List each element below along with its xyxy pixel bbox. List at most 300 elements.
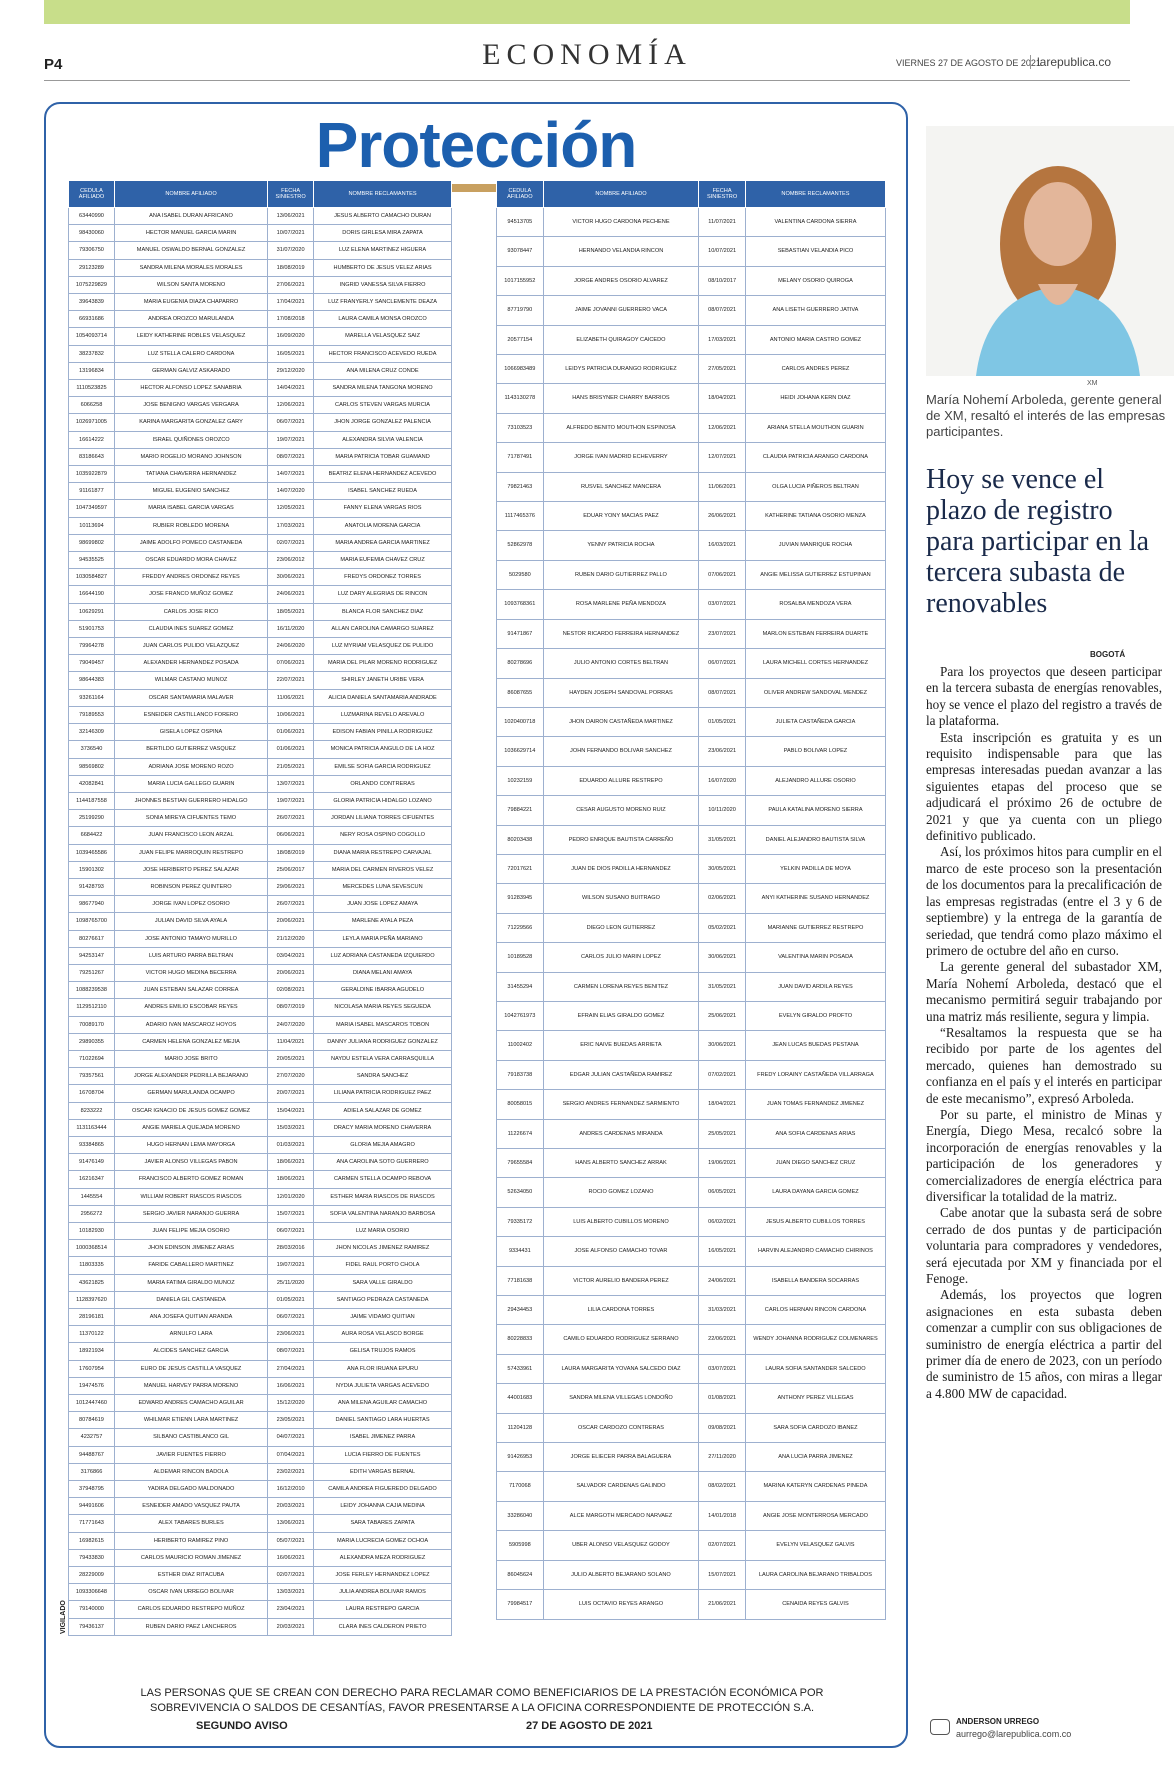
fecha-cell: 11/06/2021	[699, 472, 746, 501]
reclamante-cell: MONICA PATRICIA ANGULO DE LA HOZ	[314, 741, 452, 758]
reclamante-cell: NYDIA JULIETA VARGAS ACEVEDO	[314, 1377, 452, 1394]
cedula-cell: 70089170	[69, 1016, 115, 1033]
table-row	[69, 1326, 452, 1343]
reclamante-cell: DANIEL ALEJANDRO BAUTISTA SILVA	[745, 825, 885, 854]
afiliado-cell: SANDRA MILENA VILLEGAS LONDOÑO	[543, 1384, 699, 1413]
reclamante-cell: LUZ ADRIANA CASTANEDA IZQUIERDO	[314, 947, 452, 964]
afiliado-cell: CAMILO EDUARDO RODRIGUEZ SERRANO	[543, 1325, 699, 1354]
afiliado-cell: LUZ STELLA CALERO CARDONA	[114, 345, 267, 362]
fecha-cell: 08/02/2021	[699, 1472, 746, 1501]
cedula-cell: 87719790	[497, 296, 544, 325]
reclamante-cell: LAURA RESTREPO GARCIA	[314, 1601, 452, 1618]
reclamante-cell: LAURA DAYANA GARCIA GOMEZ	[745, 1178, 885, 1207]
afiliado-cell: ARNULFO LARA	[114, 1326, 267, 1343]
fecha-cell: 15/03/2021	[268, 1119, 314, 1136]
reclamante-cell: EVELYN GIRALDO PROFTO	[745, 1001, 885, 1030]
reclamante-cell: NAYDU ESTELA VERA CARRASQUILLA	[314, 1050, 452, 1067]
fecha-cell: 29/12/2020	[268, 362, 314, 379]
afiliado-cell: UBER ALONSO VELASQUEZ GODOY	[543, 1531, 699, 1560]
author-email[interactable]: aurrego@larepublica.com.co	[956, 1729, 1072, 1739]
table-row	[69, 1016, 452, 1033]
fecha-cell: 09/08/2021	[699, 1413, 746, 1442]
afiliado-cell: ANDRES CARDENAS MIRANDA	[543, 1119, 699, 1148]
portrait-photo	[926, 126, 1174, 376]
afiliado-cell: JOSE HERIBERTO PEREZ SALAZAR	[114, 861, 267, 878]
cedula-cell: 80228833	[497, 1325, 544, 1354]
fecha-cell: 20/06/2021	[268, 913, 314, 930]
table-row	[69, 1481, 452, 1498]
cedula-cell: 80203438	[497, 825, 544, 854]
fecha-cell: 03/07/2021	[699, 590, 746, 619]
cedula-cell: 79357561	[69, 1068, 115, 1085]
afiliado-cell: CARMEN HELENA GONZALEZ MEJIA	[114, 1033, 267, 1050]
afiliado-cell: MARIA EUGENIA DIAZA CHAPARRO	[114, 294, 267, 311]
article-paragraph: Cabe anotar que la subasta será de sobre cerrado de dos puntas y de participación voluntaria para compradores y vendedores, será ejecutada por XM y financiada por el Fenoge.	[926, 1205, 1162, 1287]
fecha-cell: 11/07/2021	[699, 208, 746, 237]
reclamante-cell: ANTONIO MARIA CASTRO GOMEZ	[745, 325, 885, 354]
reclamante-cell: ANTHONY PEREZ VILLEGAS	[745, 1384, 885, 1413]
reclamante-cell: LAURA MICHELL CORTES HERNANDEZ	[745, 649, 885, 678]
table-row	[497, 737, 886, 766]
fecha-cell: 01/03/2021	[268, 1136, 314, 1153]
cedula-cell: 11002402	[497, 1031, 544, 1060]
article-paragraph: La gerente general del subastador XM, María Nohemí Arboleda, destacó que el mecanismo permitirá seguir trabajando por una matriz más resiliente, segura y limpia.	[926, 959, 1162, 1024]
cedula-cell: 98644383	[69, 672, 115, 689]
cedula-cell: 91426953	[497, 1443, 544, 1472]
cedula-cell: 31455294	[497, 972, 544, 1001]
reclamante-cell: AURA ROSA VELASCO BORGE	[314, 1326, 452, 1343]
cedula-cell: 79251267	[69, 964, 115, 981]
fecha-cell: 10/07/2021	[268, 225, 314, 242]
fecha-cell: 26/07/2021	[268, 810, 314, 827]
cedula-cell: 4232757	[69, 1429, 115, 1446]
reclamante-cell: CLARA INES CALDERON PRIETO	[314, 1618, 452, 1635]
table-row	[497, 943, 886, 972]
cedula-cell: 13196834	[69, 362, 115, 379]
afiliado-cell: ALEXANDER HERNANDEZ POSADA	[114, 655, 267, 672]
afiliado-cell: CARLOS JULIO MARIN LOPEZ	[543, 943, 699, 972]
table-row	[497, 1119, 886, 1148]
vigilado-label: VIGILADO	[60, 1600, 67, 1634]
afiliado-cell: OSCAR CARDOZO CONTRERAS	[543, 1413, 699, 1442]
reclamante-cell: MARIA PATRICIA TOBAR GUAMAND	[314, 448, 452, 465]
fecha-cell: 15/07/2021	[699, 1560, 746, 1589]
cedula-cell: 1039465586	[69, 844, 115, 861]
cedula-cell: 43621825	[69, 1274, 115, 1291]
fecha-cell: 23/06/2021	[268, 1326, 314, 1343]
fecha-cell: 27/11/2020	[699, 1443, 746, 1472]
cedula-cell: 37948795	[69, 1481, 115, 1498]
cedula-cell: 2956272	[69, 1205, 115, 1222]
reclamante-cell: OLIVER ANDREW SANDOVAL MENDEZ	[745, 678, 885, 707]
cedula-cell: 44001683	[497, 1384, 544, 1413]
article-paragraph: Por su parte, el ministro de Minas y Energía, Diego Mesa, recalcó sobre la incorporación de energías renovables y la participación de los generadores y comercializadores de energía eléctrica para diversificar la totalidad de la matriz.	[926, 1106, 1162, 1204]
cedula-cell: 79884221	[497, 796, 544, 825]
cedula-cell: 91428793	[69, 878, 115, 895]
cedula-cell: 1110523825	[69, 380, 115, 397]
afiliado-cell: JORGE ANDRES OSORIO ALVAREZ	[543, 266, 699, 295]
table-row	[69, 362, 452, 379]
reclamante-cell: GELISA TRUJOS RAMOS	[314, 1343, 452, 1360]
afiliado-cell: EDUAR YONY MACIAS PAEZ	[543, 502, 699, 531]
afiliado-cell: JUAN CARLOS PULIDO VELAZQUEZ	[114, 638, 267, 655]
fecha-cell: 15/12/2020	[268, 1395, 314, 1412]
table-row	[497, 1560, 886, 1589]
cedula-cell: 11226674	[497, 1119, 544, 1148]
fecha-cell: 11/04/2021	[268, 1033, 314, 1050]
reclamante-cell: MERCEDES LUNA SEVESCUN	[314, 878, 452, 895]
fecha-cell: 30/06/2021	[699, 1031, 746, 1060]
cedula-cell: 79140000	[69, 1601, 115, 1618]
cedula-cell: 94513705	[497, 208, 544, 237]
fecha-cell: 06/06/2021	[268, 827, 314, 844]
table-row	[497, 325, 886, 354]
fecha-cell: 02/08/2021	[268, 982, 314, 999]
reclamante-cell: LAURA CAROLINA BEJARANO TRIBALDOS	[745, 1560, 885, 1589]
fecha-cell: 12/06/2021	[268, 397, 314, 414]
reclamante-cell: JORDAN LILIANA TORRES CIFUENTES	[314, 810, 452, 827]
cedula-cell: 1098765700	[69, 913, 115, 930]
table-row	[497, 1001, 886, 1030]
fecha-cell: 13/06/2021	[268, 208, 314, 225]
afiliado-cell: JORGE ELIECER PARRA BALAGUERA	[543, 1443, 699, 1472]
fecha-cell: 30/06/2021	[699, 943, 746, 972]
reclamante-cell: JUAN DIEGO SANCHEZ CRUZ	[745, 1149, 885, 1178]
afiliado-cell: SERGIO JAVIER NARANJO GUERRA	[114, 1205, 267, 1222]
reclamante-cell: MARIA ANDREA GARCIA MARTINEZ	[314, 534, 452, 551]
table-row	[497, 1384, 886, 1413]
fecha-cell: 14/01/2018	[699, 1501, 746, 1530]
afiliado-cell: FREDDY ANDRES ORDONEZ REYES	[114, 569, 267, 586]
cedula-cell: 79436137	[69, 1618, 115, 1635]
fecha-cell: 18/05/2021	[268, 603, 314, 620]
table-row	[69, 1222, 452, 1239]
fecha-cell: 18/04/2021	[699, 384, 746, 413]
fecha-cell: 08/10/2017	[699, 266, 746, 295]
afiliado-cell: RUBIER ROBLEDO MORENA	[114, 517, 267, 534]
cedula-cell: 1445554	[69, 1188, 115, 1205]
table-row	[69, 1395, 452, 1412]
table-row	[69, 208, 452, 225]
cedula-cell: 71022694	[69, 1050, 115, 1067]
afiliado-cell: JOSE ANTONIO TAMAYO MURILLO	[114, 930, 267, 947]
reclamante-cell: MARINA KATERYN CARDENAS PINEDA	[745, 1472, 885, 1501]
cedula-cell: 18921934	[69, 1343, 115, 1360]
cedula-cell: 16982615	[69, 1532, 115, 1549]
reclamante-cell: YELKIN PADILLA DE MOYA	[745, 854, 885, 883]
reclamante-cell: SOFIA VALENTINA NARANJO BARBOSA	[314, 1205, 452, 1222]
table-row	[69, 1463, 452, 1480]
fecha-cell: 19/06/2021	[699, 1149, 746, 1178]
fecha-cell: 25/06/2021	[699, 1001, 746, 1030]
cedula-cell: 10113694	[69, 517, 115, 534]
reclamante-cell: SANDRA SANCHEZ	[314, 1068, 452, 1085]
cedula-cell: 1066983489	[497, 355, 544, 384]
afiliado-cell: JOSE BENIGNO VARGAS VERGARA	[114, 397, 267, 414]
afiliado-cell: ALCIDES SANCHEZ GARCIA	[114, 1343, 267, 1360]
afiliado-cell: HANS ALBERTO SANCHEZ ARRAK	[543, 1149, 699, 1178]
col-fecha: FECHA SINIESTRO	[268, 181, 314, 208]
afiliado-cell: JUAN FRANCISCO LEON ARZAL	[114, 827, 267, 844]
cedula-cell: 1129512110	[69, 999, 115, 1016]
section-title: ECONOMÍA	[482, 38, 692, 71]
fecha-cell: 16/07/2020	[699, 766, 746, 795]
cedula-cell: 1036629714	[497, 737, 544, 766]
reclamante-cell: NERY ROSA OSPINO COGOLLO	[314, 827, 452, 844]
cedula-cell: 79335172	[497, 1207, 544, 1236]
table-row	[69, 741, 452, 758]
table-row	[69, 345, 452, 362]
fecha-cell: 15/07/2021	[268, 1205, 314, 1222]
reclamante-cell: JUAN TOMAS FERNANDEZ JIMENEZ	[745, 1090, 885, 1119]
afiliado-cell: JOHN FERNANDO BOLIVAR SANCHEZ	[543, 737, 699, 766]
table-row	[69, 1050, 452, 1067]
fecha-cell: 24/06/2020	[268, 638, 314, 655]
reclamante-cell: DIANA MARIA RESTREPO CARVAJAL	[314, 844, 452, 861]
table-row	[497, 443, 886, 472]
fecha-cell: 19/07/2021	[268, 431, 314, 448]
reclamante-cell: BEATRIZ ELENA HERNANDEZ ACEVEDO	[314, 466, 452, 483]
table-row	[69, 1429, 452, 1446]
afiliado-cell: JAIME JOVANNI GUERRERO VACA	[543, 296, 699, 325]
cedula-cell: 79433830	[69, 1549, 115, 1566]
table-row	[69, 259, 452, 276]
table-row	[69, 242, 452, 259]
article-paragraph: Esta inscripción es gratuita y es un requisito indispensable para que las empresas interesadas puedan avanzar a las siguientes etapas del proceso que se adjudicará el próximo 26 de octubre de 2021 y que ya cuenta con un pliego definitivo publicado.	[926, 729, 1162, 844]
cedula-cell: 79189553	[69, 706, 115, 723]
reclamante-cell: SEBASTIAN VELANDIA PICO	[745, 237, 885, 266]
afiliado-cell: LUIS ALBERTO CUBILLOS MORENO	[543, 1207, 699, 1236]
table-row	[69, 466, 452, 483]
afiliado-cell: JHON EDINSON JIMENEZ ARIAS	[114, 1240, 267, 1257]
reclamante-cell: EVELYN VELASQUEZ GALVIS	[745, 1531, 885, 1560]
afiliado-cell: WILLIAM ROBERT RIASCOS RIASCOS	[114, 1188, 267, 1205]
reclamante-cell: CARLOS STEVEN VARGAS MURCIA	[314, 397, 452, 414]
reclamante-cell: ANA LUCIA PARRA JIMENEZ	[745, 1443, 885, 1472]
cedula-cell: 91161877	[69, 483, 115, 500]
afiliado-cell: HERIBERTO RAMIREZ PINO	[114, 1532, 267, 1549]
table-row	[69, 827, 452, 844]
fecha-cell: 16/05/2021	[268, 345, 314, 362]
reclamante-cell: LUZ MYRIAM VELASQUEZ DE PULIDO	[314, 638, 452, 655]
table-row	[69, 1515, 452, 1532]
article-body	[926, 664, 1162, 1402]
afiliado-cell: ANDREA OROZCO MARULANDA	[114, 311, 267, 328]
table-row	[69, 810, 452, 827]
cedula-cell: 86087655	[497, 678, 544, 707]
cedula-cell: 98699802	[69, 534, 115, 551]
fecha-cell: 23/04/2021	[268, 1601, 314, 1618]
cedula-cell: 94488767	[69, 1446, 115, 1463]
fecha-cell: 01/06/2021	[268, 724, 314, 741]
afiliado-cell: ESNEIDER CASTILLANCO FORERO	[114, 706, 267, 723]
reclamante-cell: FANNY ELENA VARGAS RIOS	[314, 500, 452, 517]
cedula-cell: 10189528	[497, 943, 544, 972]
reclamante-cell: ANGIE JOSE MONTERROSA MERCADO	[745, 1501, 885, 1530]
cedula-cell: 86045624	[497, 1560, 544, 1589]
col-cedula: CEDULA AFILIADO	[69, 181, 115, 208]
table-row	[497, 531, 886, 560]
cedula-cell: 94253147	[69, 947, 115, 964]
table-row	[497, 296, 886, 325]
cedula-cell: 16708704	[69, 1085, 115, 1102]
table-row	[69, 706, 452, 723]
table-row	[497, 472, 886, 501]
afiliado-cell: JOSE ALFONSO CAMACHO TOVAR	[543, 1237, 699, 1266]
fecha-cell: 17/04/2021	[268, 294, 314, 311]
afiliado-cell: ROCIO GOMEZ LOZANO	[543, 1178, 699, 1207]
cedula-cell: 10232159	[497, 766, 544, 795]
fecha-cell: 30/05/2021	[699, 854, 746, 883]
table-row	[69, 620, 452, 637]
table-row	[497, 707, 886, 736]
cedula-cell: 10182930	[69, 1222, 115, 1239]
afiliado-cell: ANGIE MARIELA QUEJADA MORENO	[114, 1119, 267, 1136]
afiliado-cell: CARMEN LORENA REYES BENITEZ	[543, 972, 699, 1001]
table-row	[497, 1178, 886, 1207]
table-row	[497, 1501, 886, 1530]
fecha-cell: 25/05/2021	[699, 1119, 746, 1148]
reclamante-cell: VALENTINA MARIN POSADA	[745, 943, 885, 972]
cedula-cell: 1042761973	[497, 1001, 544, 1030]
reclamante-cell: OLGA LUCIA PIÑEROS BELTRAN	[745, 472, 885, 501]
reclamante-cell: MARLON ESTEBAN FERREIRA DUARTE	[745, 619, 885, 648]
table-row	[69, 1257, 452, 1274]
afiliado-cell: VICTOR AURELIO BANDERA PEREZ	[543, 1266, 699, 1295]
reclamante-cell: LEIDY JOHANNA CAJIA MEDINA	[314, 1498, 452, 1515]
cedula-cell: 66931686	[69, 311, 115, 328]
afiliado-cell: MARIA FATIMA GIRALDO MUNOZ	[114, 1274, 267, 1291]
notice-type: SEGUNDO AVISO	[196, 1720, 288, 1732]
afiliado-cell: ANA ISABEL DURAN AFRICANO	[114, 208, 267, 225]
reclamante-cell: FREDYS ORDONEZ TORRES	[314, 569, 452, 586]
cedula-cell: 1093306648	[69, 1584, 115, 1601]
fecha-cell: 08/07/2021	[699, 296, 746, 325]
cedula-cell: 38237832	[69, 345, 115, 362]
reclamante-cell: CARLOS HERNAN RINCON CARDONA	[745, 1296, 885, 1325]
table-row	[69, 483, 452, 500]
reclamante-cell: LEYLA MARIA PEÑA MARIANO	[314, 930, 452, 947]
table-row	[497, 678, 886, 707]
fecha-cell: 27/07/2020	[268, 1068, 314, 1085]
reclamante-cell: ALEJANDRO ALLURE OSORIO	[745, 766, 885, 795]
table-row	[69, 947, 452, 964]
afiliado-cell: WILMAR CASTANO MUNOZ	[114, 672, 267, 689]
table-row	[497, 590, 886, 619]
cedula-cell: 19474576	[69, 1377, 115, 1394]
cedula-cell: 1000368514	[69, 1240, 115, 1257]
table-row	[69, 517, 452, 534]
cedula-cell: 63440990	[69, 208, 115, 225]
table-row	[69, 294, 452, 311]
afiliado-cell: MARIA LUCIA GALLEGO GUARIN	[114, 775, 267, 792]
afiliado-cell: GERMAN MARULANDA OCAMPO	[114, 1085, 267, 1102]
cedula-cell: 93384865	[69, 1136, 115, 1153]
cedula-cell: 79049457	[69, 655, 115, 672]
fecha-cell: 06/07/2021	[268, 414, 314, 431]
cedula-cell: 93261164	[69, 689, 115, 706]
reclamante-cell: LAURA SOFIA SANTANDER SALCEDO	[745, 1354, 885, 1383]
reclamante-cell: DRACY MARIA MORENO CHAVERRA	[314, 1119, 452, 1136]
afiliado-cell: DIEGO LEON GUTIERREZ	[543, 913, 699, 942]
afiliado-cell: KARINA MARGARITA GONZALEZ GARY	[114, 414, 267, 431]
table-row	[497, 384, 886, 413]
reclamante-cell: LUZ FRANYERLY SANCLEMENTE DEAZA	[314, 294, 452, 311]
cedula-cell: 72017621	[497, 854, 544, 883]
cedula-cell: 83186643	[69, 448, 115, 465]
reclamante-cell: ANGIE MELISSA GUTIERREZ ESTUPINAN	[745, 560, 885, 589]
fecha-cell: 01/05/2021	[699, 707, 746, 736]
afiliado-cell: RUBEN DARIO PAEZ LANCHEROS	[114, 1618, 267, 1635]
cedula-cell: 5029580	[497, 560, 544, 589]
table-row	[69, 913, 452, 930]
table-row	[69, 534, 452, 551]
fecha-cell: 07/02/2021	[699, 1060, 746, 1089]
fecha-cell: 02/07/2021	[699, 1531, 746, 1560]
afiliado-cell: ALDEMAR RINCON BADOLA	[114, 1463, 267, 1480]
cedula-cell: 1088239538	[69, 982, 115, 999]
afiliado-cell: RUSVEL SANCHEZ MANCERA	[543, 472, 699, 501]
reclamante-cell: JEAN LUCAS BUEDAS PESTANA	[745, 1031, 885, 1060]
reclamante-cell: SANDRA MILENA TANGONA MORENO	[314, 380, 452, 397]
afiliado-cell: JORGE IVAN LOPEZ OSORIO	[114, 896, 267, 913]
table-row	[69, 1584, 452, 1601]
fecha-cell: 15/04/2021	[268, 1102, 314, 1119]
table-row	[497, 972, 886, 1001]
article-paragraph: Para los proyectos que deseen participar en la tercera subasta de energías renovables, hoy se vence el plazo del registro a través de la plataforma.	[926, 664, 1162, 729]
fecha-cell: 19/07/2021	[268, 792, 314, 809]
reclamante-cell: BLANCA FLOR SANCHEZ DIAZ	[314, 603, 452, 620]
afiliado-cell: MIGUEL EUGENIO SANCHEZ	[114, 483, 267, 500]
afiliado-cell: CESAR AUGUSTO MORENO RUIZ	[543, 796, 699, 825]
cedula-cell: 1117465376	[497, 502, 544, 531]
reclamante-cell: HARVIN ALEJANDRO CAMACHO CHIRINOS	[745, 1237, 885, 1266]
cedula-cell: 57433961	[497, 1354, 544, 1383]
fecha-cell: 01/06/2021	[268, 741, 314, 758]
afiliado-cell: JHONNES BESTIAN GUERRERO HIDALGO	[114, 792, 267, 809]
afiliado-cell: EFRAIN ELIAS GIRALDO GOMEZ	[543, 1001, 699, 1030]
afiliado-cell: JULIAN DAVID SILVA AYALA	[114, 913, 267, 930]
cedula-cell: 79655584	[497, 1149, 544, 1178]
afiliado-cell: EDGAR JULIAN CASTAÑEDA RAMIREZ	[543, 1060, 699, 1089]
reclamante-cell: LUZ DARY ALEGRIAS DE RINCON	[314, 586, 452, 603]
proteccion-logo: Protección	[315, 109, 637, 181]
fecha-cell: 23/06/2012	[268, 552, 314, 569]
reclamante-cell: INGRID VANESSA SILVA FIERRO	[314, 276, 452, 293]
fecha-cell: 02/07/2021	[268, 1567, 314, 1584]
reclamante-cell: ANA FLOR IRUANA EPURU	[314, 1360, 452, 1377]
reclamante-cell: ANA CAROLINA SOTO GUERRERO	[314, 1154, 452, 1171]
table-row	[497, 1325, 886, 1354]
table-row	[497, 266, 886, 295]
fecha-cell: 08/07/2019	[268, 999, 314, 1016]
afiliado-cell: GISELA LOPEZ OSPINA	[114, 724, 267, 741]
fecha-cell: 06/05/2021	[699, 1178, 746, 1207]
afiliado-cell: OSCAR EDUARDO MORA CHAVEZ	[114, 552, 267, 569]
cedula-cell: 1131163444	[69, 1119, 115, 1136]
fecha-cell: 08/07/2021	[268, 448, 314, 465]
photo-credit: XM	[1087, 380, 1098, 387]
afiliado-cell: MARIO ROGELIO MORANO JOHNSON	[114, 448, 267, 465]
table-row	[497, 413, 886, 442]
afiliado-cell: EDWARD ANDRES CAMACHO AGUILAR	[114, 1395, 267, 1412]
reclamante-cell: DIANA MELANI AMAYA	[314, 964, 452, 981]
fecha-cell: 23/05/2021	[268, 1412, 314, 1429]
site-link[interactable]: larepublica.co	[1030, 55, 1111, 69]
article-headline: Hoy se vence el plazo de registro para participar en la tercera subasta de renovables	[926, 464, 1150, 619]
table-row	[497, 1207, 886, 1236]
fecha-cell: 26/06/2021	[699, 502, 746, 531]
